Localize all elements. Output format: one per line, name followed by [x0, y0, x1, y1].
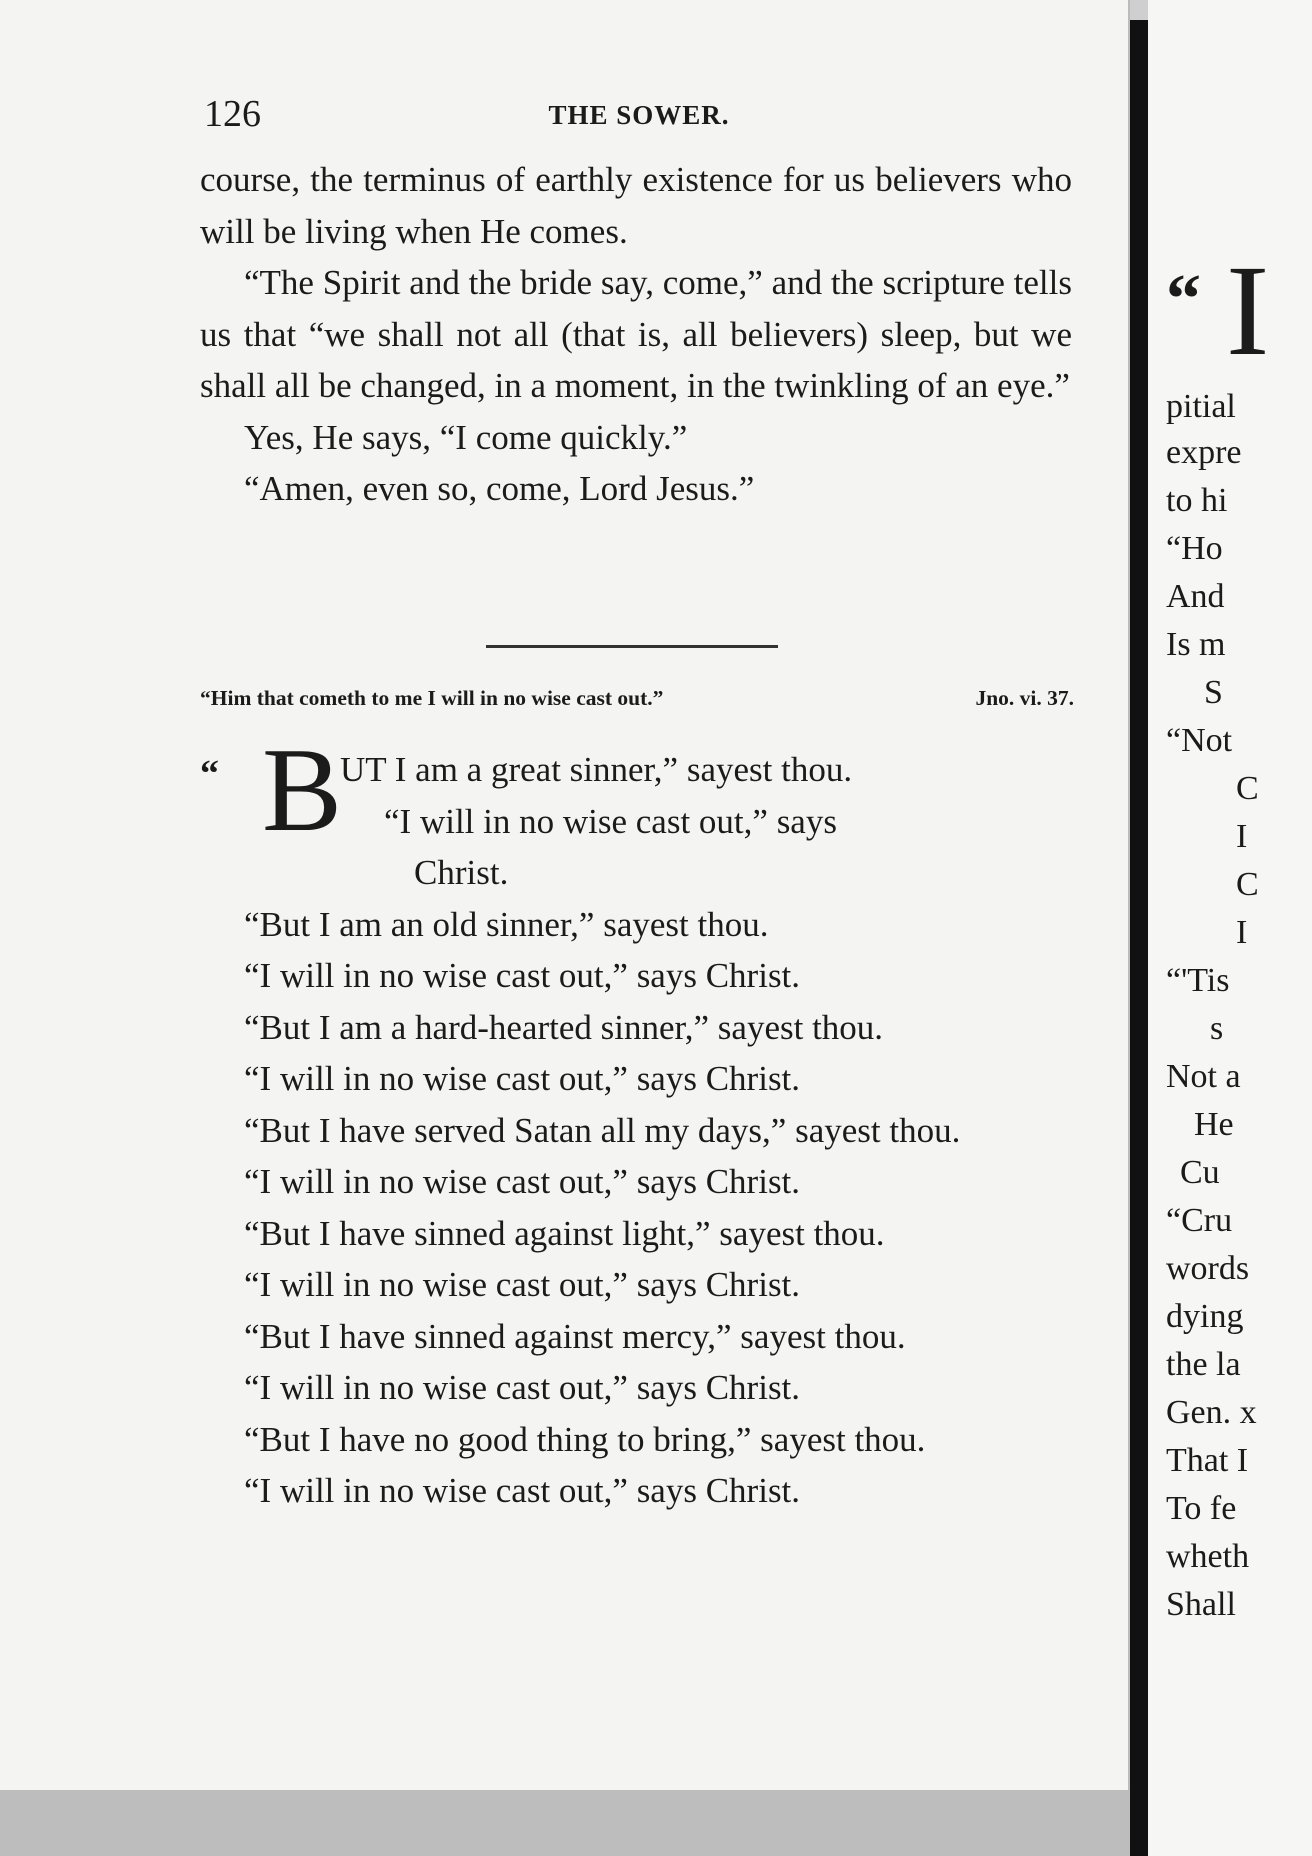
paragraph: course, the terminus of earthly existence for us believers who will be living when He comes.	[200, 160, 1072, 251]
facing-page-fragment: “Ho	[1166, 530, 1223, 567]
dropcap-line: UT I am a great sinner,” sayest thou.	[340, 750, 853, 789]
page-header	[204, 92, 1074, 142]
drop-cap-letter: B	[262, 723, 343, 856]
facing-page-fragment: Gen. x	[1166, 1394, 1257, 1431]
facing-page-fragment: I	[1236, 818, 1248, 855]
epigraph-text: “Him that cometh to me I will in no wise cast out.”	[200, 686, 664, 710]
section-divider	[486, 645, 778, 648]
facing-page-fragment: dying	[1166, 1298, 1244, 1335]
facing-page-fragment: s	[1210, 1010, 1224, 1047]
scan-margin	[0, 1790, 1130, 1856]
dialogue-line: “I will in no wise cast out,” says Christ.	[244, 1162, 801, 1201]
facing-page-fragment: expre	[1166, 434, 1242, 471]
facing-page-fragment: I	[1236, 914, 1248, 951]
dropcap-line: Christ.	[414, 853, 509, 892]
dropcap-line: “I will in no wise cast out,” says	[384, 801, 837, 841]
facing-page-fragment: “Cru	[1166, 1202, 1233, 1239]
facing-page-fragment: Cu	[1180, 1154, 1220, 1191]
epigraph	[200, 686, 1074, 711]
facing-page-fragment: C	[1236, 866, 1259, 903]
facing-page-fragment: Is m	[1166, 626, 1226, 663]
dialogue-line: “But I am a hard-hearted sinner,” sayest thou.	[244, 1007, 884, 1047]
dialogue-line: “But I have served Satan all my days,” sayest thou.	[244, 1110, 961, 1150]
facing-initial: I	[1226, 239, 1270, 383]
dialogue-line: “I will in no wise cast out,” says Christ.	[244, 1471, 801, 1510]
dialogue-line: “But I have sinned against light,” sayest thou.	[244, 1213, 885, 1253]
facing-page-fragment: C	[1236, 770, 1259, 807]
running-head: THE SOWER.	[548, 100, 730, 130]
facing-page-fragment: wheth	[1166, 1538, 1250, 1575]
facing-quote-mark: “	[1166, 261, 1201, 338]
top-text-block	[200, 154, 1072, 515]
facing-page-fragment: That I	[1166, 1442, 1249, 1479]
facing-page-fragment: To fe	[1166, 1490, 1237, 1527]
dropcap-quote-mark: “	[200, 753, 219, 795]
dialogue-line: “I will in no wise cast out,” says Christ.	[244, 956, 801, 995]
dialogue-line: “I will in no wise cast out,” says Christ.	[244, 1059, 801, 1098]
dialogue-line: “But I am an old sinner,” sayest thou.	[244, 904, 769, 944]
page-number: 126	[204, 93, 261, 135]
dialogue-line: “But I have sinned against mercy,” sayest thou.	[244, 1316, 906, 1356]
book-gutter	[1130, 20, 1148, 1856]
facing-page-edge	[1148, 0, 1312, 1856]
facing-page-fragment: words	[1166, 1250, 1250, 1287]
facing-page-fragment: the la	[1166, 1346, 1241, 1383]
facing-page-fragment: He	[1194, 1106, 1234, 1143]
facing-page-fragment: And	[1166, 578, 1225, 615]
facing-page-fragment: S	[1204, 674, 1223, 711]
paragraph: Yes, He says, “I come quickly.”	[244, 417, 688, 457]
dialogue-block	[200, 744, 1074, 1517]
facing-page-fragment: “Not	[1166, 722, 1233, 759]
facing-page-fragment: pitial	[1166, 388, 1236, 425]
paragraph: “The Spirit and the bride say, come,” and the scripture tells us that “we shall not all (that is, all believers) sleep, but we shall all be changed, in a moment, in the twinkling of an eye.”	[200, 263, 1072, 405]
epigraph-reference: Jno. vi. 37.	[975, 686, 1074, 710]
paragraph: “Amen, even so, come, Lord Jesus.”	[244, 469, 755, 508]
facing-page-fragment: Shall	[1166, 1586, 1236, 1623]
facing-page-fragment: Not a	[1166, 1058, 1241, 1095]
dialogue-line: “But I have no good thing to bring,” sayest thou.	[244, 1419, 926, 1459]
dialogue-line: “I will in no wise cast out,” says Christ.	[244, 1265, 801, 1304]
facing-page-fragment: to hi	[1166, 482, 1228, 519]
dialogue-line: “I will in no wise cast out,” says Christ.	[244, 1368, 801, 1407]
facing-page-fragment: “'Tis	[1166, 962, 1230, 999]
